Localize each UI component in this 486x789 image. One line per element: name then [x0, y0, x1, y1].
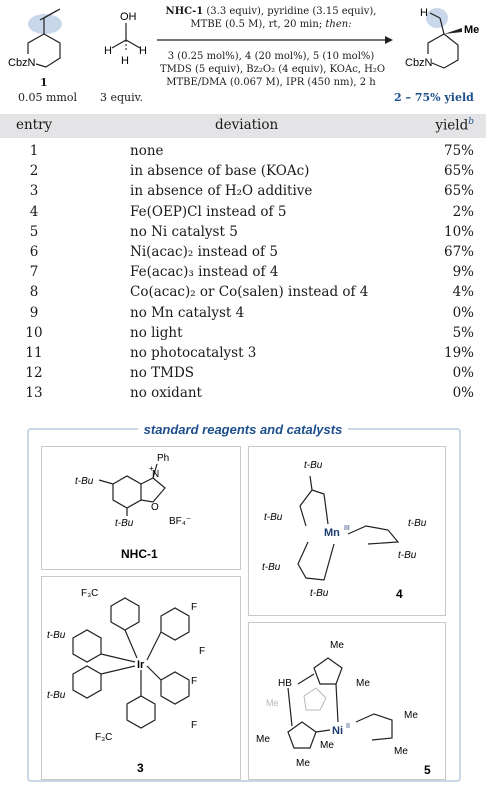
- cell-entry: 10: [25, 324, 43, 341]
- nhc-tbu-2: t-Bu: [115, 518, 134, 529]
- cell-entry: 2: [29, 163, 39, 180]
- table-row: [0, 143, 486, 162]
- cell-yield: 2%: [452, 203, 474, 220]
- mn-oxidation: III: [344, 525, 350, 532]
- ir-phenyl-2: [161, 672, 189, 704]
- ir-bond-4: [147, 632, 161, 660]
- mn-acac-top: [300, 490, 328, 526]
- cell-yield: 67%: [443, 244, 474, 260]
- cell-yield: 75%: [443, 143, 474, 159]
- cell-yield: 0%: [452, 365, 474, 382]
- methanol-bond-h2: [126, 40, 140, 48]
- ir-f3c-2: F₃C: [95, 732, 113, 743]
- reactant-amount: 0.05 mmol: [18, 91, 77, 104]
- table-row: [0, 204, 486, 223]
- mn-tbu-5: t-Bu: [262, 562, 281, 573]
- cell-yield: 19%: [443, 345, 474, 361]
- nhc-ph: Ph: [157, 453, 170, 464]
- mn-acac-top-tbu-bond: [310, 476, 312, 490]
- ni-me-1: Me: [330, 640, 344, 651]
- ir-label: 3: [137, 761, 144, 775]
- product-label: 2: [394, 91, 402, 104]
- mn-tbu-6: t-Bu: [310, 588, 329, 599]
- methyl-highlight: [426, 8, 448, 28]
- cell-yield: 10%: [443, 223, 474, 240]
- nhc-benzene: [113, 476, 141, 508]
- nhc-o: O: [151, 502, 159, 513]
- cell-entry: 5: [29, 223, 39, 240]
- condition-line-4: TMDS (5 equiv), Bz₂O₂ (4 equiv), KOAc, H₂O: [160, 64, 386, 75]
- methanol-equiv: 3 equiv.: [100, 91, 144, 104]
- ir-tbu-2: t-Bu: [47, 690, 66, 701]
- table-row: [0, 365, 486, 384]
- cell-deviation: no Mn catalyst 4: [130, 304, 245, 321]
- ni-me-3: Me: [256, 734, 270, 745]
- ir-center: Ir: [137, 659, 145, 671]
- cell-entry: 6: [29, 244, 39, 260]
- piperidine-ring-2b: [428, 34, 444, 54]
- ir-f-1: F: [191, 602, 198, 613]
- atom-cbzn-reactant: CbzN: [8, 57, 36, 69]
- atom-h-product: H: [420, 7, 428, 19]
- mn-acac-bottom: [298, 542, 334, 580]
- cell-deviation: Ni(acac)₂ instead of 5: [130, 244, 278, 260]
- mn-center: Mn: [324, 527, 340, 539]
- mn-structure: [248, 446, 446, 616]
- cell-entry: 8: [29, 284, 39, 301]
- ni-me-7: Me: [404, 710, 418, 721]
- table-row: [0, 244, 486, 263]
- table-row: [0, 325, 486, 344]
- mn-tbu-3: t-Bu: [408, 518, 427, 529]
- ir-bond-1: [125, 630, 137, 658]
- ir-structure: [41, 576, 241, 780]
- cell-yield: 0%: [452, 385, 474, 402]
- ir-tbu-1: t-Bu: [47, 630, 66, 641]
- cell-entry: 9: [29, 304, 39, 321]
- ir-bipy-2: [73, 666, 101, 698]
- atom-me-product: Me: [464, 24, 480, 36]
- ni-me-2: Me: [356, 678, 370, 689]
- table-row: [0, 284, 486, 303]
- nhc-tbu-bond-1: [99, 480, 113, 484]
- reagents-title: standard reagents and catalysts: [0, 419, 486, 438]
- cell-deviation: Fe(OEP)Cl instead of 5: [130, 203, 287, 220]
- ni-bond-n1: [336, 684, 338, 722]
- ni-me-4: Me: [296, 758, 310, 769]
- cell-yield: 65%: [443, 163, 474, 180]
- condition-line-3: 3 (0.25 mol%), 4 (20 mol%), 5 (10 mol%): [167, 51, 375, 62]
- ni-me-6: Me: [320, 740, 334, 751]
- piperidine-ring-1b: [28, 34, 44, 54]
- product-yield: 2 – 75% yield: [394, 91, 474, 104]
- cell-deviation: none: [130, 143, 164, 159]
- ni-bond-hb-2: [288, 688, 292, 726]
- reaction-arrowhead: [385, 36, 393, 44]
- ir-f-3: F: [191, 676, 198, 687]
- atom-h-1: H: [104, 45, 112, 57]
- methanol-bond-h1: [112, 40, 126, 48]
- ni-acac: [356, 714, 392, 740]
- cell-deviation: Co(acac)₂ or Co(salen) instead of 4: [130, 284, 369, 301]
- table-row: [0, 224, 486, 243]
- ni-me-8: Me: [394, 746, 408, 757]
- ni-label: 5: [424, 763, 431, 777]
- reaction-scheme: [0, 0, 486, 108]
- ni-pyrazole-1: [314, 658, 342, 684]
- ni-pyrazole-3: [304, 688, 326, 710]
- ir-pyridine-1: [111, 598, 139, 630]
- ni-oxidation: II: [346, 723, 350, 730]
- ni-bond-hb-1: [298, 674, 314, 684]
- ir-bipy-1: [73, 630, 101, 662]
- atom-h-3: H: [121, 55, 129, 67]
- nhc-bf4: BF₄⁻: [169, 516, 192, 527]
- cell-yield: 0%: [452, 304, 474, 321]
- table-row: [0, 183, 486, 202]
- cell-yield: 5%: [452, 324, 474, 341]
- product-wedge: [444, 28, 462, 34]
- cell-entry: 7: [29, 264, 39, 281]
- ni-structure: [248, 622, 446, 780]
- cell-entry: 3: [29, 183, 39, 200]
- cell-yield: 4%: [452, 284, 474, 301]
- header-entry: entry: [16, 117, 53, 133]
- atom-cbzn-product: CbzN: [405, 57, 433, 69]
- table-row: [0, 345, 486, 364]
- ir-bond-3: [101, 666, 135, 674]
- mn-tbu-1: t-Bu: [304, 460, 323, 471]
- cell-deviation: in absence of H₂O additive: [130, 183, 313, 200]
- ir-bond-5: [147, 666, 161, 680]
- cell-entry: 1: [29, 143, 39, 159]
- atom-oh: OH: [120, 11, 137, 23]
- ir-f-2: F: [199, 646, 206, 657]
- cell-entry: 13: [25, 385, 43, 402]
- ni-bond-n2: [316, 730, 330, 732]
- cell-deviation: no light: [130, 324, 183, 341]
- table-row: [0, 163, 486, 182]
- table-row: [0, 305, 486, 324]
- ir-f-4: F: [191, 720, 198, 731]
- nhc-tbu-1: t-Bu: [75, 476, 94, 487]
- cell-deviation: in absence of base (KOAc): [130, 163, 310, 180]
- ni-center: Ni: [332, 725, 343, 737]
- ir-phenyl-1: [161, 608, 189, 640]
- ir-f3c-1: F₃C: [81, 588, 99, 599]
- ir-bond-2: [101, 654, 135, 662]
- nhc-label: NHC-1: [121, 547, 158, 561]
- cell-deviation: no Ni catalyst 5: [130, 223, 238, 240]
- header-deviation: deviation: [215, 117, 279, 133]
- cell-deviation: no oxidant: [130, 385, 202, 402]
- reactant-label: 1: [40, 76, 48, 89]
- cell-deviation: no photocatalyst 3: [130, 345, 257, 361]
- cell-entry: 11: [25, 345, 43, 361]
- ir-pyridine-2: [127, 696, 155, 728]
- cell-yield: 65%: [443, 183, 474, 200]
- cell-yield: 9%: [452, 264, 474, 281]
- header-yield: yield$^b$: [435, 117, 474, 134]
- cell-deviation: no TMDS: [130, 365, 195, 382]
- nhc-structure: [41, 446, 241, 570]
- atom-h-2: H: [139, 45, 147, 57]
- ni-me-5: Me: [266, 698, 279, 708]
- piperidine-ring-1: [36, 34, 60, 67]
- nhc-oxazole: [141, 478, 165, 502]
- mn-tbu-2: t-Bu: [264, 512, 283, 523]
- condition-line-5: MTBE/DMA (0.067 M), IPR (450 nm), 2 h: [166, 77, 376, 88]
- condition-line-2: MTBE (0.5 M), rt, 20 min; then:: [190, 19, 352, 30]
- nhc-n: N: [152, 469, 160, 480]
- ni-hb: HB: [278, 678, 292, 689]
- cell-entry: 12: [25, 365, 43, 382]
- mn-label: 4: [396, 587, 403, 601]
- table-row: [0, 385, 486, 404]
- table-row: [0, 264, 486, 283]
- condition-line-1: NHC-1 (3.3 equiv), pyridine (3.15 equiv),: [165, 6, 377, 17]
- cell-entry: 4: [29, 203, 39, 220]
- mn-tbu-4: t-Bu: [398, 550, 417, 561]
- nhc-plus: +: [149, 464, 154, 473]
- mn-acac-right: [348, 526, 398, 544]
- cell-deviation: Fe(acac)₃ instead of 4: [130, 264, 279, 281]
